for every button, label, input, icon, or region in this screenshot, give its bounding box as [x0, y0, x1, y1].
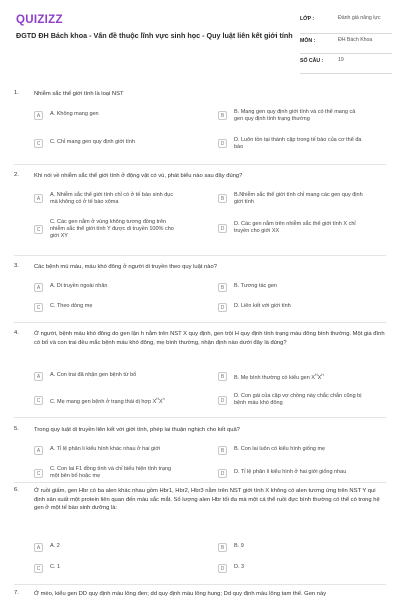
option-letter: B: [218, 543, 227, 552]
option-letter: D: [218, 224, 227, 233]
option-text: C. Mẹ mang gen bệnh ở trạng thái dị hợp $X^HX^h$: [50, 397, 165, 405]
option-text: C. Chỉ mang gen quy định giới tính: [50, 139, 135, 145]
option-letter: C: [34, 303, 43, 312]
option-letter: C: [34, 396, 43, 405]
option-letter: D: [218, 303, 227, 312]
worksheet-meta: [300, 14, 392, 76]
meta-label: SỐ CÂU :: [300, 58, 324, 64]
option-text: B. 9: [234, 543, 244, 549]
option-letter: A: [34, 446, 43, 455]
question-number: 5.: [14, 426, 19, 432]
option-text: C. Con lai F1 đồng tính và chỉ biểu hiện tính trạng một bên bố hoặc mẹ: [50, 466, 172, 480]
option-letter: D: [218, 469, 227, 478]
option-letter: C: [34, 469, 43, 478]
option-letter: A: [34, 372, 43, 381]
option-text: A. Con trai đã nhận gen bệnh từ bố: [50, 372, 137, 378]
option-text: A. Nhiễm sắc thể giới tính chỉ có ở tế bào sinh dục mà không có ở tế bào xôma: [50, 192, 174, 206]
question-text: Khi nói về nhiễm sắc thể giới tính ở động vật có vú, phát biểu nào sau đây đúng?: [34, 173, 243, 179]
option-text: D. Con gái của cặp vợ chồng này chắc chắn cũng bị bệnh máu khó đông: [234, 393, 362, 407]
meta-label: MÔN :: [300, 38, 316, 44]
question-text: Trong quy luật di truyền liên kết với giới tính, phép lai thuận nghịch cho kết quả?: [34, 427, 240, 433]
meta-value: Đánh giá năng lực: [338, 15, 381, 21]
option-text: C. Theo dòng mẹ: [50, 303, 93, 309]
question-number: 7.: [14, 590, 19, 596]
question-number: 6.: [14, 487, 19, 493]
option-text: D. Luôn tồn tại thành cặp trong tế bào của cơ thể đa bào: [234, 137, 362, 151]
option-letter: C: [34, 225, 43, 234]
question-text: Ở người, bệnh máu khó đông do gen lặn h nằm trên NST X quy định, gen trội H quy định tính trạng máu đông bình thường. Một gia đình có bố và con trai đều mắc bệnh máu khó đông, mẹ bình thường, nhận định nào dưới đây là đúng?: [34, 331, 385, 346]
meta-value: 19: [338, 57, 344, 63]
option-letter: D: [218, 564, 227, 573]
option-text: B. Mang gen quy định giới tính và có thể mang cả gen quy định tính trạng thường: [234, 109, 356, 123]
question-text: Nhiễm sắc thể giới tính là loại NST: [34, 91, 124, 97]
meta-row-subject: [300, 36, 392, 54]
question-divider: [14, 482, 386, 483]
option-text: C. Các gen nằm ở vùng không tương đồng trên nhiễm sắc thể giới tính Y được di truyền 100% cho giới XY: [50, 219, 174, 240]
option-text: C. 1: [50, 564, 61, 570]
option-text: A. Di truyền ngoài nhân: [50, 283, 108, 289]
option-letter: A: [34, 111, 43, 120]
meta-row-class: [300, 14, 392, 34]
question-divider: [14, 255, 386, 256]
option-letter: D: [218, 139, 227, 148]
question-text: Các bệnh mù màu, máu khó đông ở người di truyền theo quy luật nào?: [34, 264, 217, 270]
option-letter: B: [218, 446, 227, 455]
option-text: A. Tỉ lệ phân li kiểu hình khác nhau ở hai giới: [50, 446, 161, 452]
question-divider: [14, 417, 386, 418]
option-letter: B: [218, 111, 227, 120]
option-text: B. Mẹ bình thường có kiểu gen $X^HX^H$: [234, 373, 324, 381]
option-letter: D: [218, 396, 227, 405]
worksheet-title: ĐGTD ĐH Bách khoa - Vấn đề thuộc lĩnh vực sinh học - Quy luật liên kết giới tính: [16, 31, 293, 40]
worksheet-header: [0, 0, 400, 80]
question-number: 1.: [14, 90, 19, 96]
question-text: Ở ruồi giấm, gen Hbr có ba alen khác nhau gồm Hbr1, Hbr2, Hbr3 nằm trên NST giới tính X không có alen tương ứng trên NST Y qui định sản xuất một protein liên quan đến màu sắc mắt. Số lượng alen Hbr tối đa mà một cá thể ruồi đực bình thường có thể có trong hệ gen ở một tế bào sinh dưỡng là:: [34, 488, 380, 511]
option-letter: A: [34, 283, 43, 292]
question-number: 3.: [14, 263, 19, 269]
option-letter: B: [218, 194, 227, 203]
question-text: Ở mèo, kiểu gen DD quy định màu lông đen; dd quy định màu lông hung; Dd quy định màu lông tam thể. Gen này: [34, 591, 327, 597]
question-divider: [14, 164, 386, 165]
option-text: B.Nhiễm sắc thể giới tính chỉ mang các gen quy định giới tính: [234, 192, 363, 206]
option-text: D. Tỉ lệ phân li kiểu hình ở hai giới giống nhau: [234, 469, 347, 475]
question-divider: [14, 584, 386, 585]
option-text: D. 3: [234, 564, 245, 570]
option-text: B. Tương tác gen: [234, 283, 277, 289]
quizizz-logo: QUIZIZZ: [16, 14, 63, 26]
meta-label: LỚP :: [300, 16, 315, 22]
option-letter: A: [34, 194, 43, 203]
question-number: 4.: [14, 330, 19, 336]
option-letter: C: [34, 564, 43, 573]
option-text: D. Các gen nằm trên nhiễm sắc thể giới tính X chỉ truyền cho giới XX: [234, 221, 356, 235]
option-letter: B: [218, 372, 227, 381]
option-text: A. 2: [50, 543, 60, 549]
option-text: B. Con lai luôn có kiểu hình giống mẹ: [234, 446, 326, 452]
option-text: D. Liên kết với giới tính: [234, 303, 291, 309]
meta-value: ĐH Bách Khoa: [338, 37, 373, 43]
question-number: 2.: [14, 172, 19, 178]
meta-row-count: [300, 56, 392, 74]
option-letter: A: [34, 543, 43, 552]
option-text: A. Không mang gen: [50, 111, 99, 117]
option-letter: B: [218, 283, 227, 292]
question-divider: [14, 322, 386, 323]
option-letter: C: [34, 139, 43, 148]
